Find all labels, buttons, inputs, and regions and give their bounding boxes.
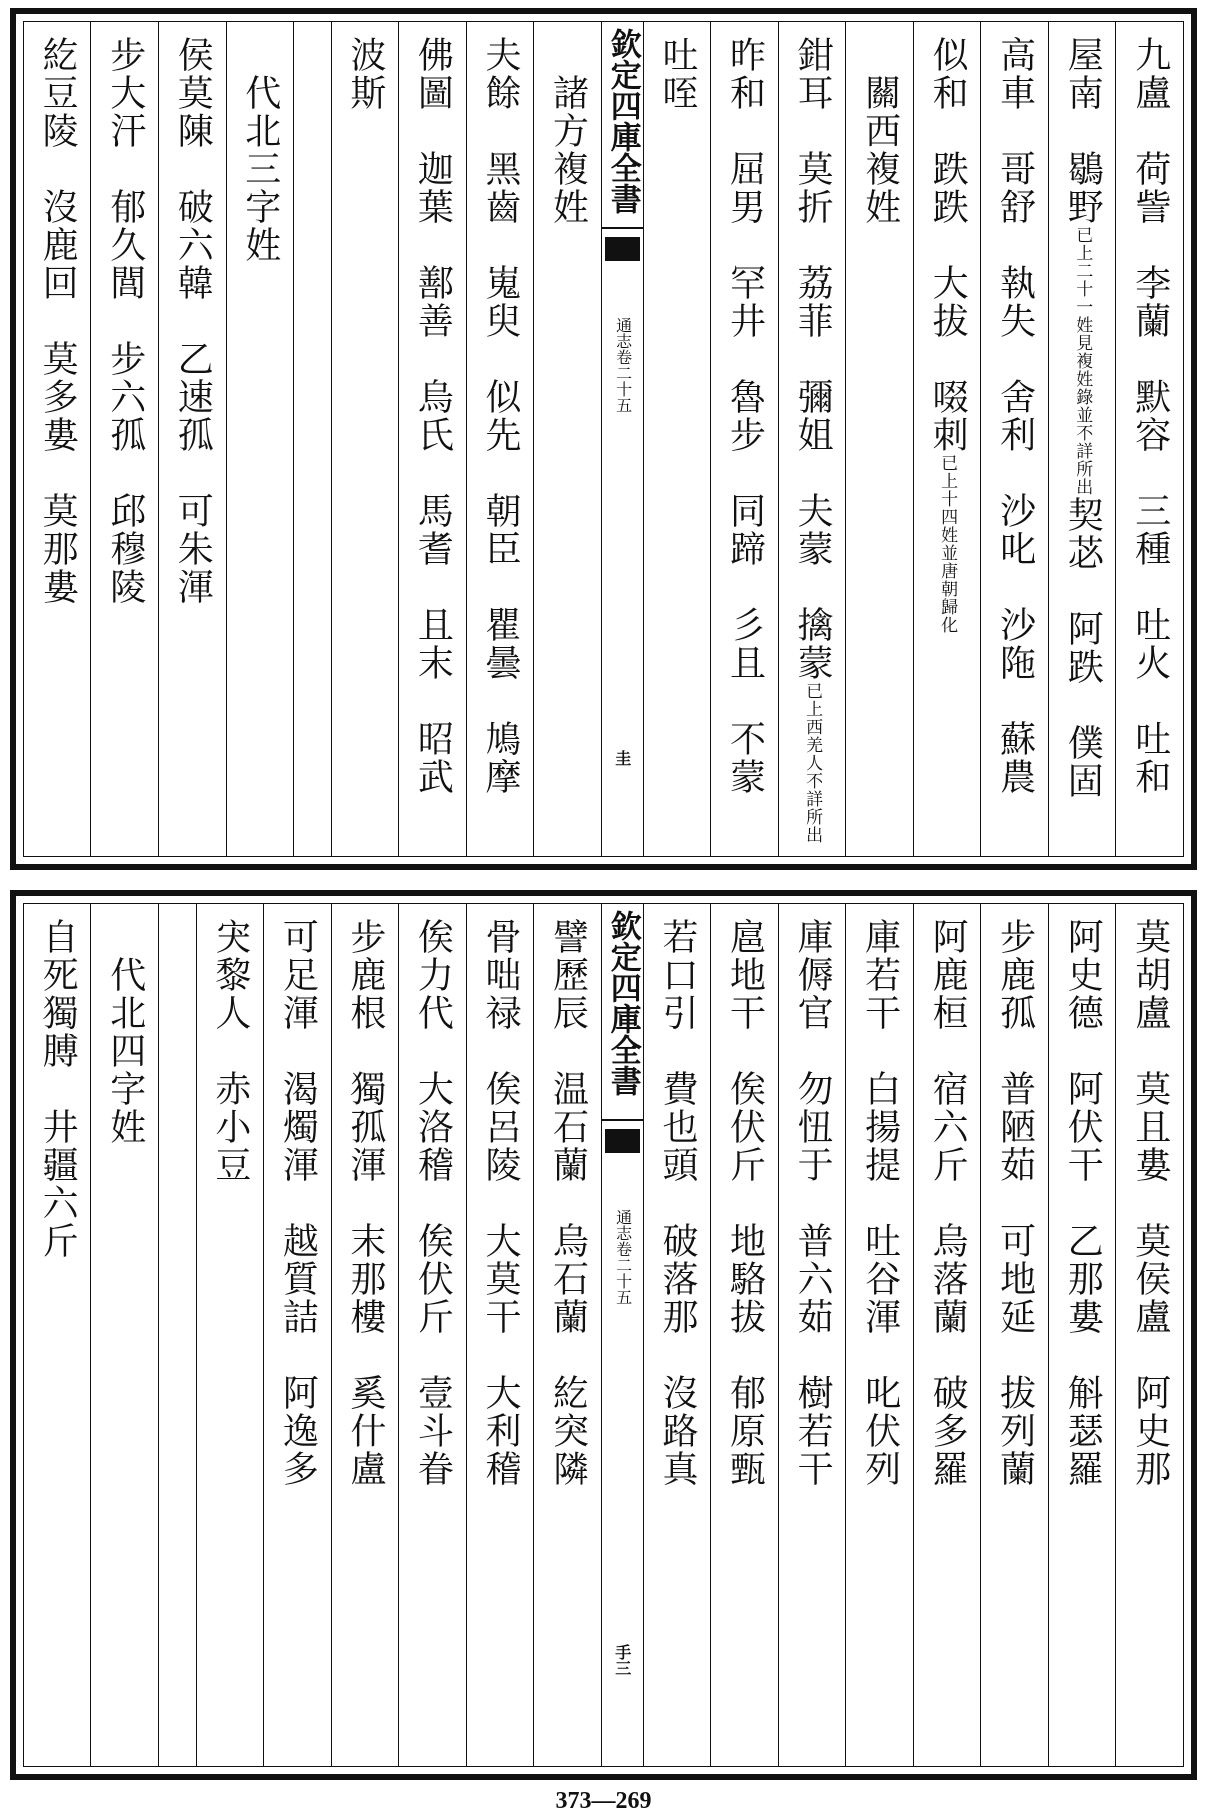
text-column bbox=[778, 904, 846, 1766]
surname-text: 昨和 屈男 罕井 魯步 同蹄 彡且 不蒙 bbox=[724, 36, 766, 796]
surname-text: 俟力代 大洛稽 俟伏斤 壹斗眷 bbox=[412, 918, 454, 1488]
text-column bbox=[778, 22, 846, 856]
center-divider bbox=[602, 227, 643, 229]
volume-label: 通志卷二十五 bbox=[613, 317, 633, 413]
blank-column bbox=[293, 22, 331, 856]
blank-column bbox=[158, 904, 196, 1766]
text-column bbox=[196, 904, 264, 1766]
text-column bbox=[643, 22, 711, 856]
annotation-note: 已上二十一姓見複姓錄並不詳所出 bbox=[1072, 226, 1093, 496]
surname-text: 屋南 鶡野 bbox=[1062, 36, 1104, 226]
surname-text: 宊黎人 赤小豆 bbox=[209, 918, 251, 1184]
surname-text: 夫餘 黑齒 嵬臾 似先 朝臣 瞿曇 鳩摩 bbox=[479, 36, 521, 796]
surname-text: 阿鹿桓 宿六斤 烏落蘭 破多羅 bbox=[927, 918, 969, 1488]
upper-page-frame bbox=[10, 8, 1197, 870]
lower-page-columns bbox=[24, 904, 1183, 1766]
text-column bbox=[533, 22, 601, 856]
text-column bbox=[226, 22, 294, 856]
center-column bbox=[601, 22, 643, 856]
text-column bbox=[533, 904, 601, 1766]
center-column bbox=[601, 904, 643, 1766]
lower-page-frame bbox=[10, 890, 1197, 1780]
center-divider bbox=[602, 1119, 643, 1121]
upper-page-columns bbox=[24, 22, 1183, 856]
surname-text: 諸方複姓 bbox=[547, 36, 589, 226]
fish-tail-mark bbox=[605, 237, 640, 261]
surname-text: 步鹿根 獨孤渾 末那樓 奚什盧 bbox=[344, 918, 386, 1488]
surname-text: 若口引 費也頭 破落那 沒路真 bbox=[657, 918, 699, 1488]
text-column bbox=[466, 22, 534, 856]
text-column bbox=[845, 22, 913, 856]
folio-number: 圭 bbox=[612, 750, 632, 766]
annotation-note: 已上西羌人不詳所出 bbox=[802, 682, 823, 844]
upper-page-inner-border bbox=[23, 21, 1184, 857]
text-column bbox=[158, 22, 226, 856]
surname-text: 吐咥 bbox=[657, 36, 699, 112]
text-column bbox=[263, 904, 331, 1766]
surname-text: 契苾 阿跌 僕固 bbox=[1062, 496, 1104, 800]
text-column bbox=[710, 904, 778, 1766]
surname-text: 侯莫陳 破六韓 乙速孤 可朱渾 bbox=[172, 36, 214, 606]
book-title: 欽定四庫全書 bbox=[604, 28, 641, 214]
folio-number: 手三 bbox=[612, 1644, 632, 1676]
surname-text: 自死獨膊 井疆六斤 bbox=[37, 918, 79, 1260]
text-column bbox=[331, 904, 399, 1766]
surname-text: 扈地干 俟伏斤 地駱拔 郁原甄 bbox=[724, 918, 766, 1488]
text-column bbox=[398, 22, 466, 856]
text-column bbox=[710, 22, 778, 856]
page-number: 373—269 bbox=[555, 1788, 652, 1814]
fish-tail-mark bbox=[605, 1129, 640, 1153]
lower-page-inner-border bbox=[23, 903, 1184, 1767]
surname-text: 譬歷辰 温石蘭 烏石蘭 紇突隣 bbox=[547, 918, 589, 1488]
surname-text: 步鹿孤 普陋茹 可地延 拔列蘭 bbox=[994, 918, 1036, 1488]
surname-text: 代北三字姓 bbox=[239, 36, 281, 264]
text-column bbox=[466, 904, 534, 1766]
text-column bbox=[1115, 904, 1183, 1766]
book-title: 欽定四庫全書 bbox=[604, 910, 641, 1096]
text-column bbox=[24, 904, 91, 1766]
text-column bbox=[331, 22, 399, 856]
surname-text: 庫傉官 勿忸于 普六茹 樹若干 bbox=[792, 918, 834, 1488]
text-column bbox=[643, 904, 711, 1766]
surname-text: 紇豆陵 沒鹿回 莫多婁 莫那婁 bbox=[37, 36, 79, 606]
text-column bbox=[24, 22, 91, 856]
surname-text: 九盧 荷訾 李蘭 默容 三種 吐火 吐和 bbox=[1129, 36, 1171, 796]
volume-label: 通志卷二十五 bbox=[613, 1209, 633, 1305]
text-column bbox=[913, 22, 981, 856]
surname-text: 步大汗 郁久閭 步六孤 邱穆陵 bbox=[104, 36, 146, 606]
text-column bbox=[980, 904, 1048, 1766]
surname-text: 莫胡盧 莫且婁 莫侯盧 阿史那 bbox=[1129, 918, 1171, 1488]
text-column bbox=[1048, 22, 1116, 856]
surname-text: 波斯 bbox=[344, 36, 386, 112]
surname-text: 阿史德 阿伏干 乙那婁 斛瑟羅 bbox=[1062, 918, 1104, 1488]
surname-text: 庫若干 白揚提 吐谷渾 叱伏列 bbox=[859, 918, 901, 1488]
surname-text: 佛圖 迦葉 鄯善 烏氏 馬耆 且末 昭武 bbox=[412, 36, 454, 796]
text-column bbox=[90, 22, 158, 856]
annotation-note: 已上十四姓並唐朝歸化 bbox=[937, 454, 958, 634]
text-column bbox=[398, 904, 466, 1766]
surname-text: 關西複姓 bbox=[859, 36, 901, 226]
text-column bbox=[1048, 904, 1116, 1766]
text-column bbox=[913, 904, 981, 1766]
surname-text: 骨咄禄 俟呂陵 大莫干 大利稽 bbox=[479, 918, 521, 1488]
text-column bbox=[90, 904, 158, 1766]
surname-text: 代北四字姓 bbox=[104, 918, 146, 1146]
surname-text: 鉗耳 莫折 荔菲 彌姐 夫蒙 擒蒙 bbox=[792, 36, 834, 682]
surname-text: 高車 哥舒 執失 舍利 沙叱 沙陁 蘇農 bbox=[994, 36, 1036, 796]
surname-text: 可足渾 渴燭渾 越質詰 阿逸多 bbox=[277, 918, 319, 1488]
text-column bbox=[980, 22, 1048, 856]
text-column bbox=[1115, 22, 1183, 856]
surname-text: 似和 跌跌 大拔 啜刺 bbox=[927, 36, 969, 454]
text-column bbox=[845, 904, 913, 1766]
